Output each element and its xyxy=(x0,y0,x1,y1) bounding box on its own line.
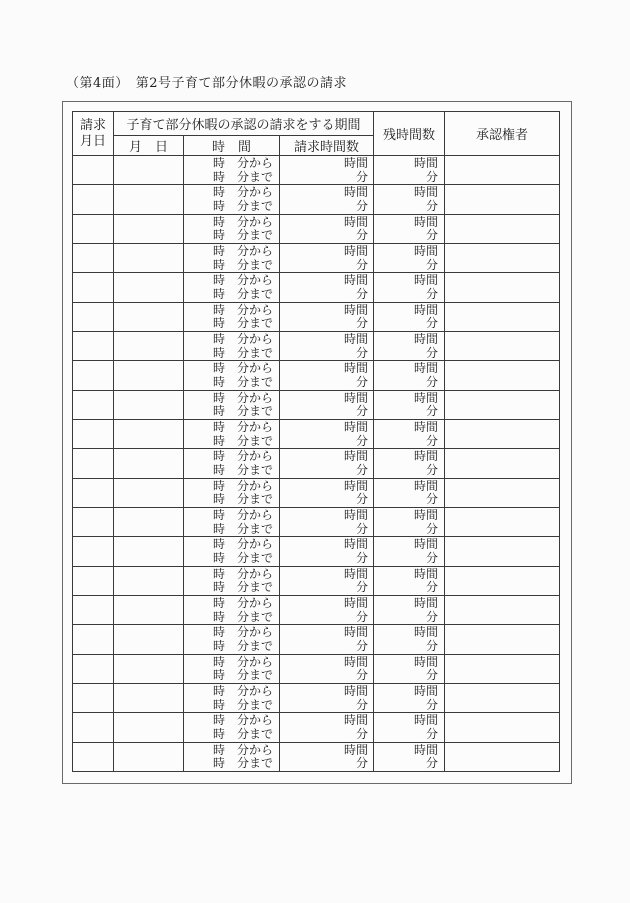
cell-remaining-hours xyxy=(374,507,445,536)
cell-approver-blank xyxy=(445,331,560,360)
cell-request-date-blank xyxy=(73,273,114,302)
cell-approver-blank xyxy=(445,273,560,302)
requested-hours-unit-label: 時間 xyxy=(344,156,369,171)
cell-time-range xyxy=(184,654,280,683)
requested-hours-unit-label: 時間 xyxy=(344,683,369,698)
cell-time-range xyxy=(184,566,280,595)
cell-month-day-blank xyxy=(114,361,184,390)
requested-minutes-unit-label: 分 xyxy=(356,345,369,360)
cell-remaining-hours xyxy=(374,361,445,390)
cell-approver-blank xyxy=(445,625,560,654)
cell-requested-hours xyxy=(280,302,374,331)
cell-month-day-blank xyxy=(114,537,184,566)
remaining-minutes-unit-label: 分 xyxy=(426,228,439,243)
requested-minutes-unit-label: 分 xyxy=(356,404,369,419)
time-to-label: 時 分まで xyxy=(212,404,273,419)
requested-hours-unit-label: 時間 xyxy=(344,185,369,200)
cell-approver-blank xyxy=(445,185,560,214)
requested-minutes-unit-label: 分 xyxy=(356,726,369,741)
time-to-label: 時 分まで xyxy=(212,462,273,477)
remaining-hours-unit-label: 時間 xyxy=(414,156,439,171)
remaining-hours-unit-label: 時間 xyxy=(414,390,439,405)
cell-requested-hours xyxy=(280,214,374,243)
requested-hours-unit-label: 時間 xyxy=(344,332,369,347)
time-to-label: 時 分まで xyxy=(212,345,273,360)
time-to-label: 時 分まで xyxy=(212,228,273,243)
requested-hours-unit-label: 時間 xyxy=(344,713,369,728)
remaining-hours-unit-label: 時間 xyxy=(414,214,439,229)
cell-time-range xyxy=(184,390,280,419)
cell-time-range xyxy=(184,595,280,624)
table-row xyxy=(73,713,560,742)
time-to-label: 時 分まで xyxy=(212,374,273,389)
cell-remaining-hours xyxy=(374,654,445,683)
cell-month-day-blank xyxy=(114,625,184,654)
time-to-label: 時 分まで xyxy=(212,286,273,301)
cell-approver-blank xyxy=(445,566,560,595)
header-period-group: 子育て部分休暇の承認の請求をする期間 xyxy=(114,112,374,136)
time-from-label: 時 分から xyxy=(212,302,273,317)
cell-time-range xyxy=(184,302,280,331)
time-to-label: 時 分まで xyxy=(212,316,273,331)
cell-requested-hours xyxy=(280,478,374,507)
table-row xyxy=(73,537,560,566)
time-to-label: 時 分まで xyxy=(212,492,273,507)
time-from-label: 時 分から xyxy=(212,595,273,610)
remaining-minutes-unit-label: 分 xyxy=(426,433,439,448)
requested-hours-unit-label: 時間 xyxy=(344,214,369,229)
time-to-label: 時 分まで xyxy=(212,550,273,565)
remaining-minutes-unit-label: 分 xyxy=(426,638,439,653)
cell-remaining-hours xyxy=(374,713,445,742)
time-to-label: 時 分まで xyxy=(212,726,273,741)
requested-minutes-unit-label: 分 xyxy=(356,228,369,243)
remaining-hours-unit-label: 時間 xyxy=(414,273,439,288)
time-from-label: 時 分から xyxy=(212,390,273,405)
cell-requested-hours xyxy=(280,449,374,478)
table-header xyxy=(73,112,560,156)
cell-request-date-blank xyxy=(73,478,114,507)
requested-hours-unit-label: 時間 xyxy=(344,742,369,757)
requested-minutes-unit-label: 分 xyxy=(356,697,369,712)
cell-request-date-blank xyxy=(73,331,114,360)
cell-request-date-blank xyxy=(73,302,114,331)
cell-time-range xyxy=(184,419,280,448)
requested-minutes-unit-label: 分 xyxy=(356,756,369,771)
table-row xyxy=(73,654,560,683)
cell-requested-hours xyxy=(280,331,374,360)
cell-request-date-blank xyxy=(73,713,114,742)
cell-approver-blank xyxy=(445,537,560,566)
time-to-label: 時 分まで xyxy=(212,521,273,536)
table-row xyxy=(73,625,560,654)
remaining-minutes-unit-label: 分 xyxy=(426,462,439,477)
cell-request-date-blank xyxy=(73,595,114,624)
remaining-hours-unit-label: 時間 xyxy=(414,537,439,552)
time-to-label: 時 分まで xyxy=(212,609,273,624)
time-from-label: 時 分から xyxy=(212,478,273,493)
time-to-label: 時 分まで xyxy=(212,169,273,184)
cell-month-day-blank xyxy=(114,390,184,419)
cell-remaining-hours xyxy=(374,478,445,507)
cell-requested-hours xyxy=(280,390,374,419)
header-month-day: 月 日 xyxy=(114,136,184,156)
requested-hours-unit-label: 時間 xyxy=(344,361,369,376)
remaining-hours-unit-label: 時間 xyxy=(414,713,439,728)
cell-month-day-blank xyxy=(114,713,184,742)
cell-approver-blank xyxy=(445,390,560,419)
table-row xyxy=(73,243,560,272)
cell-approver-blank xyxy=(445,214,560,243)
table-row xyxy=(73,185,560,214)
table-row xyxy=(73,331,560,360)
remaining-hours-unit-label: 時間 xyxy=(414,420,439,435)
remaining-hours-unit-label: 時間 xyxy=(414,185,439,200)
time-from-label: 時 分から xyxy=(212,244,273,259)
cell-time-range xyxy=(184,185,280,214)
requested-minutes-unit-label: 分 xyxy=(356,316,369,331)
cell-request-date-blank xyxy=(73,156,114,185)
time-from-label: 時 分から xyxy=(212,420,273,435)
requested-hours-unit-label: 時間 xyxy=(344,449,369,464)
requested-hours-unit-label: 時間 xyxy=(344,508,369,522)
cell-month-day-blank xyxy=(114,273,184,302)
cell-request-date-blank xyxy=(73,419,114,448)
cell-approver-blank xyxy=(445,449,560,478)
cell-approver-blank xyxy=(445,243,560,272)
page-title: （第4面） 第2号子育て部分休暇の承認の請求 xyxy=(66,76,348,91)
cell-remaining-hours xyxy=(374,156,445,185)
cell-approver-blank xyxy=(445,156,560,185)
remaining-minutes-unit-label: 分 xyxy=(426,726,439,741)
cell-month-day-blank xyxy=(114,507,184,536)
table-row xyxy=(73,507,560,536)
cell-requested-hours xyxy=(280,537,374,566)
time-from-label: 時 分から xyxy=(212,625,273,640)
cell-request-date-blank xyxy=(73,625,114,654)
cell-month-day-blank xyxy=(114,595,184,624)
table-row xyxy=(73,302,560,331)
requested-minutes-unit-label: 分 xyxy=(356,580,369,595)
cell-approver-blank xyxy=(445,478,560,507)
cell-time-range xyxy=(184,361,280,390)
table-row xyxy=(73,595,560,624)
cell-month-day-blank xyxy=(114,419,184,448)
cell-approver-blank xyxy=(445,683,560,712)
cell-request-date-blank xyxy=(73,243,114,272)
leave-request-table xyxy=(72,111,560,772)
requested-minutes-unit-label: 分 xyxy=(356,286,369,301)
cell-remaining-hours xyxy=(374,273,445,302)
time-from-label: 時 分から xyxy=(212,273,273,288)
cell-approver-blank xyxy=(445,713,560,742)
cell-request-date-blank xyxy=(73,742,114,771)
remaining-hours-unit-label: 時間 xyxy=(414,654,439,669)
time-from-label: 時 分から xyxy=(212,654,273,669)
cell-remaining-hours xyxy=(374,742,445,771)
table-row xyxy=(73,478,560,507)
cell-time-range xyxy=(184,243,280,272)
cell-remaining-hours xyxy=(374,595,445,624)
cell-requested-hours xyxy=(280,713,374,742)
cell-requested-hours xyxy=(280,419,374,448)
remaining-hours-unit-label: 時間 xyxy=(414,332,439,347)
time-from-label: 時 分から xyxy=(212,537,273,552)
time-from-label: 時 分から xyxy=(212,361,273,376)
cell-request-date-blank xyxy=(73,390,114,419)
remaining-minutes-unit-label: 分 xyxy=(426,169,439,184)
requested-hours-unit-label: 時間 xyxy=(344,273,369,288)
table-row xyxy=(73,742,560,771)
time-from-label: 時 分から xyxy=(212,713,273,728)
remaining-minutes-unit-label: 分 xyxy=(426,521,439,536)
time-to-label: 時 分まで xyxy=(212,697,273,712)
cell-remaining-hours xyxy=(374,390,445,419)
cell-month-day-blank xyxy=(114,683,184,712)
remaining-minutes-unit-label: 分 xyxy=(426,550,439,565)
time-from-label: 時 分から xyxy=(212,332,273,347)
table-row xyxy=(73,449,560,478)
remaining-hours-unit-label: 時間 xyxy=(414,478,439,493)
time-from-label: 時 分から xyxy=(212,156,273,171)
cell-request-date-blank xyxy=(73,654,114,683)
cell-remaining-hours xyxy=(374,302,445,331)
remaining-minutes-unit-label: 分 xyxy=(426,374,439,389)
remaining-hours-unit-label: 時間 xyxy=(414,449,439,464)
cell-requested-hours xyxy=(280,654,374,683)
table-row xyxy=(73,214,560,243)
remaining-minutes-unit-label: 分 xyxy=(426,668,439,683)
requested-hours-unit-label: 時間 xyxy=(344,625,369,640)
time-to-label: 時 分まで xyxy=(212,668,273,683)
requested-minutes-unit-label: 分 xyxy=(356,550,369,565)
requested-hours-unit-label: 時間 xyxy=(344,302,369,317)
cell-time-range xyxy=(184,273,280,302)
time-to-label: 時 分まで xyxy=(212,756,273,771)
cell-month-day-blank xyxy=(114,742,184,771)
header-requested-hours: 請求時間数 xyxy=(280,136,374,156)
requested-minutes-unit-label: 分 xyxy=(356,462,369,477)
requested-minutes-unit-label: 分 xyxy=(356,638,369,653)
cell-time-range xyxy=(184,742,280,771)
remaining-minutes-unit-label: 分 xyxy=(426,697,439,712)
remaining-minutes-unit-label: 分 xyxy=(426,286,439,301)
requested-hours-unit-label: 時間 xyxy=(344,566,369,581)
remaining-hours-unit-label: 時間 xyxy=(414,244,439,259)
table-row xyxy=(73,390,560,419)
table-body xyxy=(73,156,560,772)
table-row xyxy=(73,419,560,448)
cell-remaining-hours xyxy=(374,683,445,712)
header-time: 時 間 xyxy=(184,136,280,156)
cell-requested-hours xyxy=(280,566,374,595)
cell-remaining-hours xyxy=(374,185,445,214)
requested-hours-unit-label: 時間 xyxy=(344,537,369,552)
cell-month-day-blank xyxy=(114,185,184,214)
cell-time-range xyxy=(184,331,280,360)
remaining-hours-unit-label: 時間 xyxy=(414,302,439,317)
remaining-minutes-unit-label: 分 xyxy=(426,198,439,213)
cell-approver-blank xyxy=(445,302,560,331)
table-row xyxy=(73,361,560,390)
time-from-label: 時 分から xyxy=(212,566,273,581)
cell-time-range xyxy=(184,537,280,566)
cell-request-date-blank xyxy=(73,507,114,536)
cell-month-day-blank xyxy=(114,156,184,185)
cell-remaining-hours xyxy=(374,537,445,566)
requested-hours-unit-label: 時間 xyxy=(344,654,369,669)
cell-requested-hours xyxy=(280,742,374,771)
time-from-label: 時 分から xyxy=(212,214,273,229)
cell-request-date-blank xyxy=(73,449,114,478)
cell-approver-blank xyxy=(445,595,560,624)
requested-hours-unit-label: 時間 xyxy=(344,420,369,435)
requested-hours-unit-label: 時間 xyxy=(344,478,369,493)
requested-minutes-unit-label: 分 xyxy=(356,374,369,389)
remaining-minutes-unit-label: 分 xyxy=(426,316,439,331)
cell-requested-hours xyxy=(280,683,374,712)
cell-remaining-hours xyxy=(374,331,445,360)
cell-request-date-blank xyxy=(73,566,114,595)
requested-minutes-unit-label: 分 xyxy=(356,433,369,448)
remaining-minutes-unit-label: 分 xyxy=(426,345,439,360)
cell-time-range xyxy=(184,625,280,654)
cell-remaining-hours xyxy=(374,625,445,654)
remaining-hours-unit-label: 時間 xyxy=(414,683,439,698)
remaining-minutes-unit-label: 分 xyxy=(426,492,439,507)
cell-time-range xyxy=(184,507,280,536)
requested-hours-unit-label: 時間 xyxy=(344,595,369,610)
header-request-date-line2: 月日 xyxy=(79,133,106,149)
cell-request-date-blank xyxy=(73,537,114,566)
requested-minutes-unit-label: 分 xyxy=(356,492,369,507)
cell-requested-hours xyxy=(280,595,374,624)
cell-remaining-hours xyxy=(374,449,445,478)
remaining-minutes-unit-label: 分 xyxy=(426,404,439,419)
cell-remaining-hours xyxy=(374,566,445,595)
table-row xyxy=(73,156,560,185)
cell-approver-blank xyxy=(445,419,560,448)
time-from-label: 時 分から xyxy=(212,449,273,464)
requested-minutes-unit-label: 分 xyxy=(356,198,369,213)
cell-time-range xyxy=(184,156,280,185)
cell-requested-hours xyxy=(280,273,374,302)
requested-minutes-unit-label: 分 xyxy=(356,257,369,272)
requested-hours-unit-label: 時間 xyxy=(344,244,369,259)
header-approver: 承認権者 xyxy=(445,112,560,156)
requested-minutes-unit-label: 分 xyxy=(356,521,369,536)
cell-remaining-hours xyxy=(374,419,445,448)
remaining-hours-unit-label: 時間 xyxy=(414,742,439,757)
remaining-minutes-unit-label: 分 xyxy=(426,756,439,771)
cell-time-range xyxy=(184,478,280,507)
cell-remaining-hours xyxy=(374,243,445,272)
cell-approver-blank xyxy=(445,742,560,771)
header-request-date-line1: 請求 xyxy=(79,117,106,133)
remaining-hours-unit-label: 時間 xyxy=(414,508,439,522)
requested-hours-unit-label: 時間 xyxy=(344,390,369,405)
cell-time-range xyxy=(184,214,280,243)
time-to-label: 時 分まで xyxy=(212,580,273,595)
time-from-label: 時 分から xyxy=(212,185,273,200)
remaining-minutes-unit-label: 分 xyxy=(426,257,439,272)
remaining-minutes-unit-label: 分 xyxy=(426,580,439,595)
time-from-label: 時 分から xyxy=(212,683,273,698)
cell-month-day-blank xyxy=(114,214,184,243)
cell-remaining-hours xyxy=(374,214,445,243)
cell-month-day-blank xyxy=(114,302,184,331)
cell-request-date-blank xyxy=(73,214,114,243)
cell-time-range xyxy=(184,449,280,478)
cell-month-day-blank xyxy=(114,243,184,272)
remaining-hours-unit-label: 時間 xyxy=(414,566,439,581)
time-to-label: 時 分まで xyxy=(212,257,273,272)
cell-request-date-blank xyxy=(73,185,114,214)
cell-requested-hours xyxy=(280,185,374,214)
requested-minutes-unit-label: 分 xyxy=(356,169,369,184)
header-remaining-hours: 残時間数 xyxy=(374,112,445,156)
cell-month-day-blank xyxy=(114,449,184,478)
cell-month-day-blank xyxy=(114,331,184,360)
cell-requested-hours xyxy=(280,625,374,654)
cell-approver-blank xyxy=(445,507,560,536)
cell-request-date-blank xyxy=(73,683,114,712)
cell-approver-blank xyxy=(445,654,560,683)
requested-minutes-unit-label: 分 xyxy=(356,668,369,683)
cell-requested-hours xyxy=(280,361,374,390)
table-row xyxy=(73,273,560,302)
remaining-minutes-unit-label: 分 xyxy=(426,609,439,624)
remaining-hours-unit-label: 時間 xyxy=(414,625,439,640)
cell-month-day-blank xyxy=(114,654,184,683)
cell-requested-hours xyxy=(280,243,374,272)
header-request-date xyxy=(73,112,114,156)
table-row xyxy=(73,683,560,712)
cell-month-day-blank xyxy=(114,566,184,595)
remaining-hours-unit-label: 時間 xyxy=(414,595,439,610)
cell-requested-hours xyxy=(280,156,374,185)
cell-requested-hours xyxy=(280,507,374,536)
time-to-label: 時 分まで xyxy=(212,638,273,653)
cell-approver-blank xyxy=(445,361,560,390)
time-from-label: 時 分から xyxy=(212,508,273,522)
cell-time-range xyxy=(184,713,280,742)
remaining-hours-unit-label: 時間 xyxy=(414,361,439,376)
cell-time-range xyxy=(184,683,280,712)
table-row xyxy=(73,566,560,595)
time-to-label: 時 分まで xyxy=(212,433,273,448)
time-to-label: 時 分まで xyxy=(212,198,273,213)
requested-minutes-unit-label: 分 xyxy=(356,609,369,624)
cell-month-day-blank xyxy=(114,478,184,507)
time-from-label: 時 分から xyxy=(212,742,273,757)
cell-request-date-blank xyxy=(73,361,114,390)
